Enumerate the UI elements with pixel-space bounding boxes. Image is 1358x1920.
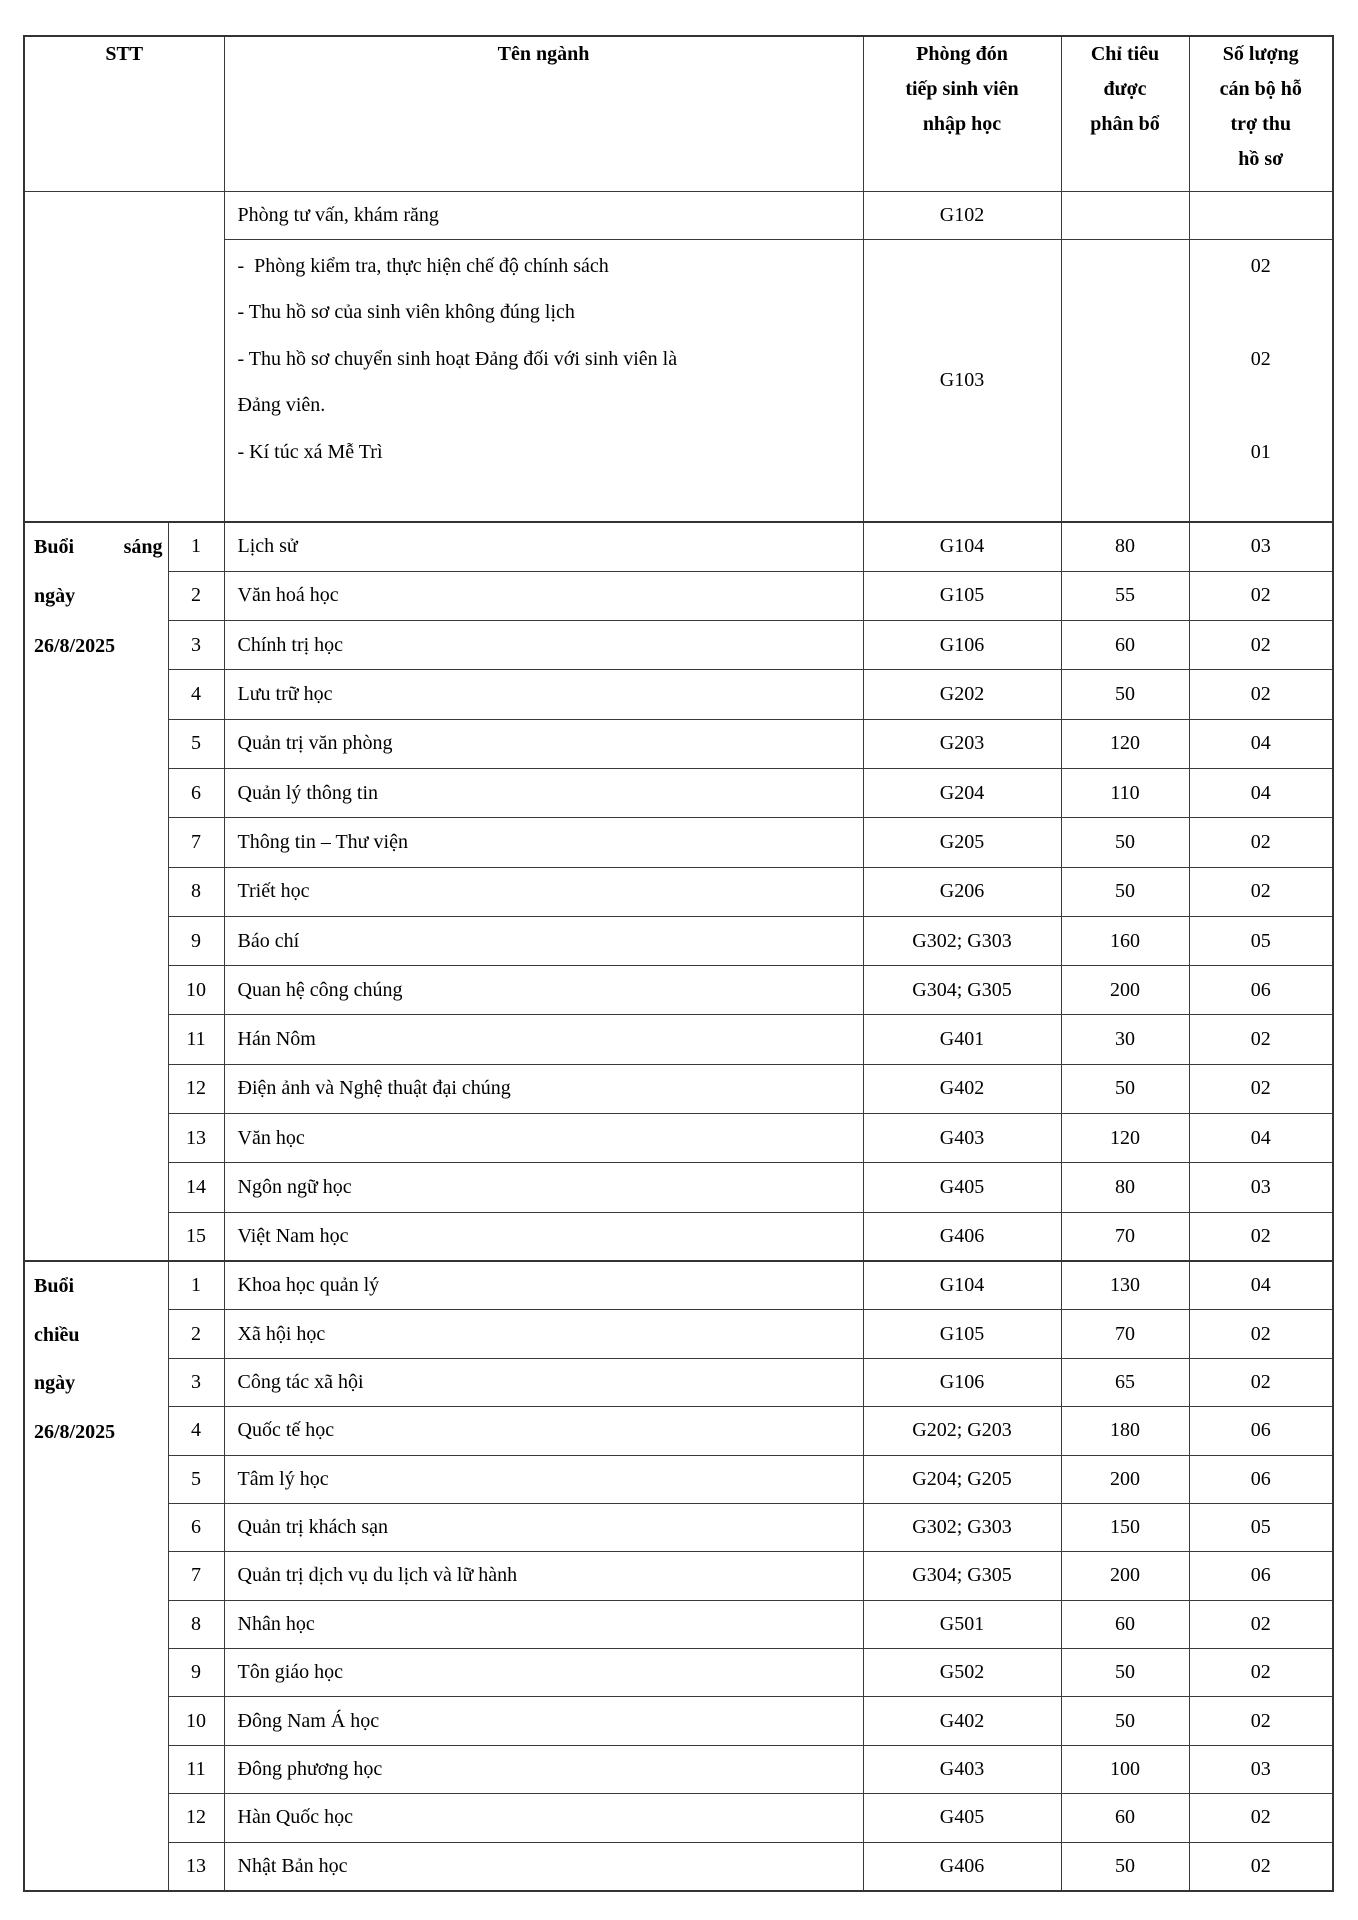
quota-cell: 50	[1061, 1697, 1189, 1745]
table-row	[24, 966, 1333, 1015]
room-cell: G304; G305	[863, 1552, 1061, 1600]
staff-cell: 06	[1189, 966, 1333, 1015]
name-cell: Văn hoá học	[224, 571, 863, 620]
quota-cell	[1061, 239, 1189, 522]
name-cell: Thông tin – Thư viện	[224, 818, 863, 867]
name-cell: Nhật Bản học	[224, 1842, 863, 1890]
quota-cell	[1061, 191, 1189, 239]
stt-cell: 4	[168, 1407, 224, 1455]
staff-cell: 06	[1189, 1455, 1333, 1503]
table-row	[24, 1503, 1333, 1551]
table-row	[24, 1697, 1333, 1745]
quota-cell: 65	[1061, 1358, 1189, 1406]
table-row	[24, 1163, 1333, 1212]
session-label-line: 26/8/2025	[34, 634, 116, 657]
text-line: Đảng viên.	[237, 394, 326, 416]
text-line: Chỉ tiêu	[1090, 43, 1160, 65]
room-cell: G106	[863, 1358, 1061, 1406]
staff-cell: 02	[1189, 670, 1333, 719]
staff-cell: 02	[1189, 818, 1333, 867]
stt-cell: 11	[168, 1015, 224, 1064]
header-stt-label: STT	[105, 43, 144, 65]
room-cell: G105	[863, 1310, 1061, 1358]
name-cell: Báo chí	[224, 916, 863, 965]
text-line: Số lượng	[1222, 43, 1299, 65]
stt-cell: 12	[168, 1794, 224, 1842]
quota-cell: 50	[1061, 867, 1189, 916]
name-cell: Đông phương học	[224, 1745, 863, 1793]
room-cell: G403	[863, 1114, 1061, 1163]
stt-cell: 8	[168, 867, 224, 916]
text-line: - Kí túc xá Mễ Trì	[237, 440, 383, 463]
staff-cell: 04	[1189, 719, 1333, 768]
stt-cell: 13	[168, 1842, 224, 1890]
room-cell: G104	[863, 522, 1061, 571]
room-cell: G405	[863, 1794, 1061, 1842]
room-cell: G406	[863, 1212, 1061, 1261]
room-cell: G402	[863, 1697, 1061, 1745]
stt-cell: 11	[168, 1745, 224, 1793]
staff-cell: 02	[1189, 867, 1333, 916]
room-cell: G405	[863, 1163, 1061, 1212]
table-row	[24, 867, 1333, 916]
quota-cell: 50	[1061, 1064, 1189, 1113]
name-cell: Phòng tư vấn, khám răng	[224, 191, 863, 239]
room-cell: G406	[863, 1842, 1061, 1890]
staff-count	[1190, 289, 1333, 336]
stt-cell: 14	[168, 1163, 224, 1212]
room-cell: G302; G303	[863, 1503, 1061, 1551]
quota-cell: 55	[1061, 571, 1189, 620]
header-ten-nganh	[224, 36, 863, 191]
stt-cell: 3	[168, 621, 224, 670]
room-cell: G204; G205	[863, 1455, 1061, 1503]
table-row	[24, 1310, 1333, 1358]
name-cell: Hán Nôm	[224, 1015, 863, 1064]
table-row	[24, 1649, 1333, 1697]
name-cell: Việt Nam học	[224, 1212, 863, 1261]
stt-cell: 10	[168, 1697, 224, 1745]
room-cell: G403	[863, 1745, 1061, 1793]
quota-cell: 50	[1061, 818, 1189, 867]
table-row	[24, 670, 1333, 719]
staff-cell: 04	[1189, 1261, 1333, 1309]
staff-cell: 02	[1189, 1064, 1333, 1113]
staff-count	[1190, 382, 1333, 429]
name-cell: Tôn giáo học	[224, 1649, 863, 1697]
quota-cell: 150	[1061, 1503, 1189, 1551]
table-row	[24, 1455, 1333, 1503]
quota-cell: 180	[1061, 1407, 1189, 1455]
staff-cell	[1189, 239, 1333, 522]
name-cell	[224, 239, 863, 522]
staff-cell: 05	[1189, 1503, 1333, 1551]
stt-cell: 10	[168, 966, 224, 1015]
staff-cell: 06	[1189, 1552, 1333, 1600]
quota-cell: 200	[1061, 966, 1189, 1015]
name-cell: Quản trị văn phòng	[224, 719, 863, 768]
enrollment-schedule-table	[23, 35, 1334, 1892]
staff-cell: 02	[1189, 1697, 1333, 1745]
quota-cell: 200	[1061, 1552, 1189, 1600]
header-stt	[24, 36, 224, 191]
name-cell: Triết học	[224, 867, 863, 916]
name-cell: Hàn Quốc học	[224, 1794, 863, 1842]
table-row	[24, 1015, 1333, 1064]
stt-cell: 2	[168, 571, 224, 620]
session-label-line: ngày	[34, 585, 76, 608]
room-cell: G502	[863, 1649, 1061, 1697]
name-cell: Đông Nam Á học	[224, 1697, 863, 1745]
header-row	[24, 36, 1333, 191]
text-line: được	[1103, 78, 1147, 100]
staff-cell: 02	[1189, 1649, 1333, 1697]
staff-count: 01	[1250, 440, 1271, 463]
name-cell: Quản lý thông tin	[224, 768, 863, 817]
stt-cell: 7	[168, 818, 224, 867]
room-cell: G105	[863, 571, 1061, 620]
name-cell: Quốc tế học	[224, 1407, 863, 1455]
text-line: - Thu hồ sơ của sinh viên không đúng lịch	[237, 301, 575, 323]
staff-cell: 03	[1189, 522, 1333, 571]
table-row	[24, 1794, 1333, 1842]
name-cell: Nhân học	[224, 1600, 863, 1648]
table-row	[24, 1552, 1333, 1600]
table-row	[24, 1842, 1333, 1890]
table-row	[24, 719, 1333, 768]
quota-cell: 50	[1061, 670, 1189, 719]
staff-cell: 03	[1189, 1745, 1333, 1793]
name-cell: Tâm lý học	[224, 1455, 863, 1503]
table-row	[24, 1212, 1333, 1261]
staff-cell	[1189, 191, 1333, 239]
stt-cell: 5	[168, 1455, 224, 1503]
quota-cell: 60	[1061, 621, 1189, 670]
quota-cell: 30	[1061, 1015, 1189, 1064]
room-cell: G206	[863, 867, 1061, 916]
stt-cell: 8	[168, 1600, 224, 1648]
table-row	[24, 1358, 1333, 1406]
stt-cell: 2	[168, 1310, 224, 1358]
quota-cell: 80	[1061, 1163, 1189, 1212]
quota-cell: 50	[1061, 1649, 1189, 1697]
stt-empty-cell	[24, 191, 224, 522]
session-label-line: chiều	[34, 1323, 80, 1346]
table-row	[24, 916, 1333, 965]
text-line: phân bổ	[1090, 113, 1160, 135]
room-cell: G202	[863, 670, 1061, 719]
table-row	[24, 1261, 1333, 1309]
staff-cell: 02	[1189, 1212, 1333, 1261]
name-cell: Công tác xã hội	[224, 1358, 863, 1406]
stt-cell: 9	[168, 1649, 224, 1697]
room-cell: G205	[863, 818, 1061, 867]
stt-cell: 13	[168, 1114, 224, 1163]
stt-cell: 9	[168, 916, 224, 965]
table-row	[24, 1114, 1333, 1163]
staff-cell: 02	[1189, 1015, 1333, 1064]
staff-count: 02	[1250, 347, 1271, 370]
header-ten-nganh-label: Tên ngành	[497, 43, 590, 65]
session-label-cell	[24, 1261, 168, 1890]
room-cell: G104	[863, 1261, 1061, 1309]
room-cell: G202; G203	[863, 1407, 1061, 1455]
staff-cell: 04	[1189, 768, 1333, 817]
table-row	[24, 571, 1333, 620]
name-cell: Văn học	[224, 1114, 863, 1163]
table-row	[24, 191, 1333, 239]
session-label-line: Buổi sáng	[34, 536, 163, 558]
stt-cell: 5	[168, 719, 224, 768]
stt-cell: 1	[168, 1261, 224, 1309]
table-row	[24, 522, 1333, 571]
room-cell: G401	[863, 1015, 1061, 1064]
staff-cell: 02	[1189, 1358, 1333, 1406]
quota-cell: 120	[1061, 719, 1189, 768]
session-label-line: Buổi	[34, 1275, 75, 1298]
room-cell: G501	[863, 1600, 1061, 1648]
room-cell: G102	[863, 191, 1061, 239]
room-cell: G302; G303	[863, 916, 1061, 965]
staff-cell: 03	[1189, 1163, 1333, 1212]
stt-cell: 6	[168, 768, 224, 817]
staff-cell: 04	[1189, 1114, 1333, 1163]
text-line: - Phòng kiểm tra, thực hiện chế độ chính sách	[237, 254, 609, 277]
quota-cell: 60	[1061, 1600, 1189, 1648]
staff-cell: 02	[1189, 1794, 1333, 1842]
name-cell: Quản trị dịch vụ du lịch và lữ hành	[224, 1552, 863, 1600]
stt-cell: 1	[168, 522, 224, 571]
table-row	[24, 1407, 1333, 1455]
quota-cell: 70	[1061, 1212, 1189, 1261]
staff-cell: 05	[1189, 916, 1333, 965]
staff-cell: 02	[1189, 571, 1333, 620]
stt-cell: 4	[168, 670, 224, 719]
name-cell: Khoa học quản lý	[224, 1261, 863, 1309]
text-line: nhập học	[922, 113, 1002, 135]
name-cell: Điện ảnh và Nghệ thuật đại chúng	[224, 1064, 863, 1113]
quota-cell: 160	[1061, 916, 1189, 965]
staff-cell: 02	[1189, 1310, 1333, 1358]
quota-cell: 110	[1061, 768, 1189, 817]
name-cell: Chính trị học	[224, 621, 863, 670]
room-cell: G204	[863, 768, 1061, 817]
header-phong-don-tiep	[863, 36, 1061, 191]
session-label-line: ngày	[34, 1372, 76, 1395]
table-row	[24, 818, 1333, 867]
room-cell: G106	[863, 621, 1061, 670]
staff-cell: 02	[1189, 621, 1333, 670]
name-cell: Lịch sử	[224, 522, 863, 571]
stt-cell: 12	[168, 1064, 224, 1113]
quota-cell: 60	[1061, 1794, 1189, 1842]
name-cell: Quan hệ công chúng	[224, 966, 863, 1015]
staff-cell: 02	[1189, 1600, 1333, 1648]
quota-cell: 200	[1061, 1455, 1189, 1503]
text-line: hồ sơ	[1238, 148, 1284, 170]
name-cell: Xã hội học	[224, 1310, 863, 1358]
quota-cell: 130	[1061, 1261, 1189, 1309]
quota-cell: 120	[1061, 1114, 1189, 1163]
name-cell: Quản trị khách sạn	[224, 1503, 863, 1551]
table-row	[24, 1745, 1333, 1793]
staff-count: 02	[1250, 254, 1271, 277]
staff-cell: 02	[1189, 1842, 1333, 1890]
text-line: Phòng đón	[916, 43, 1008, 65]
text-line: cán bộ hỗ	[1219, 78, 1302, 100]
quota-cell: 100	[1061, 1745, 1189, 1793]
header-chi-tieu	[1061, 36, 1189, 191]
staff-cell: 06	[1189, 1407, 1333, 1455]
header-so-luong-can-bo	[1189, 36, 1333, 191]
text-line: tiếp sinh viên	[905, 78, 1019, 100]
stt-cell: 15	[168, 1212, 224, 1261]
room-cell: G304; G305	[863, 966, 1061, 1015]
text-line: trợ thu	[1230, 113, 1292, 135]
table-row	[24, 768, 1333, 817]
name-cell: Lưu trữ học	[224, 670, 863, 719]
table-row	[24, 1064, 1333, 1113]
table-row	[24, 621, 1333, 670]
stt-cell: 6	[168, 1503, 224, 1551]
table-row	[24, 1600, 1333, 1648]
text-line: - Thu hồ sơ chuyển sinh hoạt Đảng đối với sinh viên là	[237, 347, 678, 370]
name-cell: Ngôn ngữ học	[224, 1163, 863, 1212]
session-label-line: 26/8/2025	[34, 1420, 116, 1443]
quota-cell: 70	[1061, 1310, 1189, 1358]
quota-cell: 80	[1061, 522, 1189, 571]
room-cell: G103	[863, 239, 1061, 522]
quota-cell: 50	[1061, 1842, 1189, 1890]
room-cell: G402	[863, 1064, 1061, 1113]
stt-cell: 7	[168, 1552, 224, 1600]
stt-cell: 3	[168, 1358, 224, 1406]
room-cell: G203	[863, 719, 1061, 768]
session-label-cell	[24, 522, 168, 1261]
